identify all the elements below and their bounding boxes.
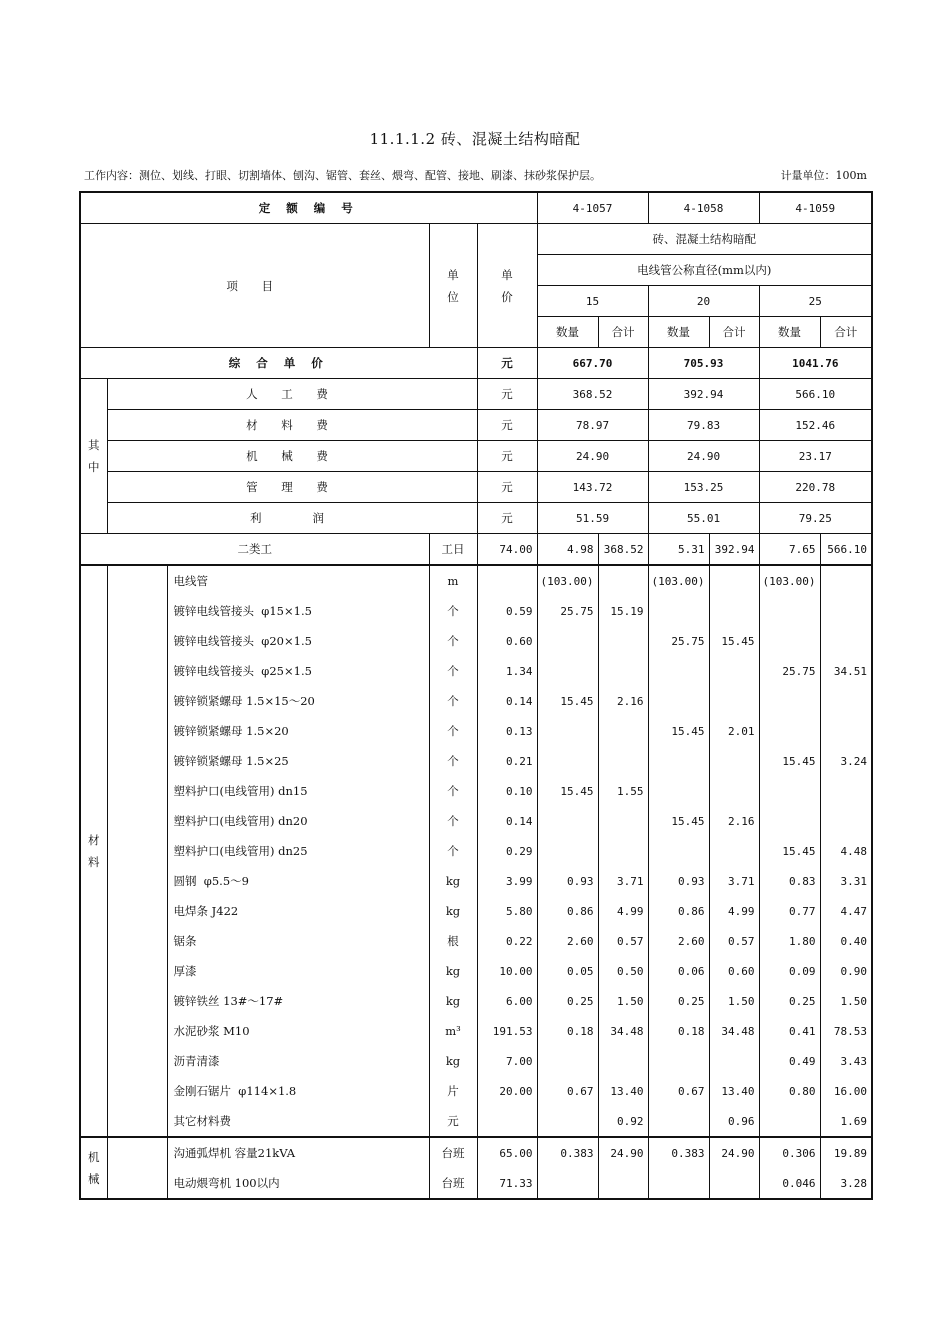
price-header: 单 价 xyxy=(477,224,537,348)
resource-unit: m³ xyxy=(429,1016,477,1046)
resource-cell xyxy=(537,656,598,686)
resource-cell xyxy=(759,596,820,626)
resource-cell: (103.00) xyxy=(648,565,709,596)
resource-unit: kg xyxy=(429,1046,477,1076)
resource-cell: 15.19 xyxy=(598,596,648,626)
resource-cell: 3.31 xyxy=(820,866,872,896)
resource-cell xyxy=(759,806,820,836)
labor-cell: 7.65 xyxy=(759,534,820,566)
item-header: 项 目 xyxy=(80,224,429,348)
resource-cell: 15.45 xyxy=(537,686,598,716)
materials-row xyxy=(80,746,872,776)
resource-cell xyxy=(820,626,872,656)
resource-cell: 0.60 xyxy=(709,956,759,986)
labor-cell: 392.94 xyxy=(709,534,759,566)
machinery-row xyxy=(80,1137,872,1168)
summary-value: 667.70 xyxy=(537,348,648,379)
qizhong-label: 其 中 xyxy=(80,379,107,534)
resource-cell: 2.01 xyxy=(709,716,759,746)
resource-cell: 0.96 xyxy=(709,1106,759,1137)
fee-value: 153.25 xyxy=(648,472,759,503)
resource-price: 65.00 xyxy=(477,1137,537,1168)
resource-cell: 1.50 xyxy=(598,986,648,1016)
resource-cell xyxy=(537,836,598,866)
resource-cell: 0.86 xyxy=(648,896,709,926)
resource-cell xyxy=(648,596,709,626)
materials-row xyxy=(80,565,872,596)
resource-cell xyxy=(820,565,872,596)
fee-name: 利 润 xyxy=(107,503,477,534)
labor-cell: 5.31 xyxy=(648,534,709,566)
qty-label: 数量 xyxy=(759,317,820,348)
resource-cell: 15.45 xyxy=(759,836,820,866)
resource-name: 锯条 xyxy=(167,926,429,956)
resource-name: 塑料护口(电线管用) dn20 xyxy=(167,806,429,836)
resource-cell: 0.383 xyxy=(648,1137,709,1168)
resource-unit: kg xyxy=(429,896,477,926)
resource-price: 7.00 xyxy=(477,1046,537,1076)
resource-cell: 24.90 xyxy=(598,1137,648,1168)
sum-label: 合计 xyxy=(709,317,759,348)
resource-cell: 1.69 xyxy=(820,1106,872,1137)
resource-name: 镀锌电线管接头 φ25×1.5 xyxy=(167,656,429,686)
resource-cell: 1.50 xyxy=(820,986,872,1016)
resource-cell xyxy=(598,746,648,776)
resource-name: 镀锌锁紧螺母 1.5×15～20 xyxy=(167,686,429,716)
resource-cell: (103.00) xyxy=(759,565,820,596)
resource-cell: 15.45 xyxy=(648,806,709,836)
materials-row xyxy=(80,776,872,806)
resource-unit: 个 xyxy=(429,746,477,776)
resource-cell xyxy=(537,806,598,836)
qizhong-row xyxy=(80,410,872,441)
resource-cell xyxy=(598,716,648,746)
resource-cell xyxy=(648,746,709,776)
resource-cell: 0.83 xyxy=(759,866,820,896)
qty-label: 数量 xyxy=(648,317,709,348)
resource-cell: 0.67 xyxy=(537,1076,598,1106)
summary-row xyxy=(80,348,872,379)
quota-table xyxy=(79,191,873,1200)
materials-row xyxy=(80,806,872,836)
resource-cell xyxy=(709,1046,759,1076)
resource-cell: 0.67 xyxy=(648,1076,709,1106)
fee-value: 79.25 xyxy=(759,503,872,534)
resource-unit: 台班 xyxy=(429,1137,477,1168)
resource-unit: 个 xyxy=(429,716,477,746)
fee-value: 152.46 xyxy=(759,410,872,441)
fee-value: 51.59 xyxy=(537,503,648,534)
materials-row xyxy=(80,926,872,956)
work-content: 工作内容：测位、划线、打眼、切割墙体、刨沟、锯管、套丝、煨弯、配管、接地、刷漆、抹砂浆保护层。 xyxy=(84,169,601,182)
resource-cell: 24.90 xyxy=(709,1137,759,1168)
code-label: 定 额 编 号 xyxy=(80,192,537,224)
resource-cell: 1.55 xyxy=(598,776,648,806)
resource-cell xyxy=(820,596,872,626)
resource-name: 水泥砂浆 M10 xyxy=(167,1016,429,1046)
resource-price: 0.29 xyxy=(477,836,537,866)
materials-label: 材 料 xyxy=(80,565,107,1137)
resource-cell: 0.41 xyxy=(759,1016,820,1046)
fee-value: 24.90 xyxy=(537,441,648,472)
resource-cell xyxy=(820,716,872,746)
resource-price: 71.33 xyxy=(477,1168,537,1199)
resource-cell: 2.60 xyxy=(537,926,598,956)
labor-price: 74.00 xyxy=(477,534,537,566)
materials-row xyxy=(80,956,872,986)
resource-unit: 台班 xyxy=(429,1168,477,1199)
resource-cell: 0.86 xyxy=(537,896,598,926)
resource-cell: 3.24 xyxy=(820,746,872,776)
resource-cell: 0.80 xyxy=(759,1076,820,1106)
qizhong-row xyxy=(80,472,872,503)
resource-cell: 4.99 xyxy=(598,896,648,926)
resource-cell: 0.77 xyxy=(759,896,820,926)
resource-price xyxy=(477,1106,537,1137)
resource-cell: 0.50 xyxy=(598,956,648,986)
resource-name: 镀锌锁紧螺母 1.5×25 xyxy=(167,746,429,776)
resource-cell xyxy=(598,565,648,596)
fee-value: 23.17 xyxy=(759,441,872,472)
resource-cell xyxy=(537,716,598,746)
labor-cell: 4.98 xyxy=(537,534,598,566)
resource-cell: 0.92 xyxy=(598,1106,648,1137)
page-title: 11.1.1.2 砖、混凝土结构暗配 xyxy=(369,130,581,148)
qizhong-row xyxy=(80,379,872,410)
resource-cell: 1.80 xyxy=(759,926,820,956)
code-2: 4-1058 xyxy=(648,192,759,224)
resource-cell: 2.16 xyxy=(598,686,648,716)
resource-cell: 3.71 xyxy=(598,866,648,896)
qty-label: 数量 xyxy=(537,317,598,348)
labor-cell: 566.10 xyxy=(820,534,872,566)
resource-cell xyxy=(759,686,820,716)
resource-cell xyxy=(537,746,598,776)
resource-cell: 0.046 xyxy=(759,1168,820,1199)
resource-cell: 3.43 xyxy=(820,1046,872,1076)
resource-price: 0.14 xyxy=(477,686,537,716)
fee-unit: 元 xyxy=(477,472,537,503)
resource-name: 镀锌电线管接头 φ20×1.5 xyxy=(167,626,429,656)
resource-cell: 78.53 xyxy=(820,1016,872,1046)
fee-value: 368.52 xyxy=(537,379,648,410)
materials-row xyxy=(80,686,872,716)
resource-cell: 15.45 xyxy=(537,776,598,806)
resource-cell: 15.45 xyxy=(709,626,759,656)
resource-cell: 25.75 xyxy=(537,596,598,626)
resource-price: 20.00 xyxy=(477,1076,537,1106)
materials-row xyxy=(80,866,872,896)
labor-row xyxy=(80,534,872,566)
resource-cell xyxy=(648,776,709,806)
resource-cell xyxy=(759,776,820,806)
resource-name: 电线管 xyxy=(167,565,429,596)
resource-price xyxy=(477,565,537,596)
resource-cell xyxy=(759,1106,820,1137)
resource-cell: 0.25 xyxy=(759,986,820,1016)
fee-name: 机 械 费 xyxy=(107,441,477,472)
resource-cell xyxy=(598,656,648,686)
resource-cell xyxy=(709,596,759,626)
unit-note: 计量单位：100m xyxy=(780,169,867,182)
resource-cell: 0.25 xyxy=(648,986,709,1016)
resource-cell: 0.93 xyxy=(537,866,598,896)
resource-cell: 0.25 xyxy=(537,986,598,1016)
resource-unit: 个 xyxy=(429,656,477,686)
resource-cell: 13.40 xyxy=(598,1076,648,1106)
resource-cell: 16.00 xyxy=(820,1076,872,1106)
resource-unit: 个 xyxy=(429,836,477,866)
resource-cell: 0.57 xyxy=(709,926,759,956)
resource-price: 0.10 xyxy=(477,776,537,806)
resource-cell xyxy=(598,1046,648,1076)
resource-cell: (103.00) xyxy=(537,565,598,596)
resource-cell: 34.51 xyxy=(820,656,872,686)
materials-row xyxy=(80,1016,872,1046)
materials-row xyxy=(80,1046,872,1076)
resource-cell xyxy=(648,656,709,686)
resource-cell xyxy=(648,686,709,716)
resource-cell: 25.75 xyxy=(648,626,709,656)
fee-value: 392.94 xyxy=(648,379,759,410)
resource-cell xyxy=(709,836,759,866)
resource-cell xyxy=(709,565,759,596)
resource-unit: 个 xyxy=(429,596,477,626)
resource-unit: 个 xyxy=(429,776,477,806)
materials-row xyxy=(80,656,872,686)
resource-price: 3.99 xyxy=(477,866,537,896)
labor-cell: 368.52 xyxy=(598,534,648,566)
resource-cell xyxy=(537,626,598,656)
resource-name: 镀锌锁紧螺母 1.5×20 xyxy=(167,716,429,746)
resource-cell: 3.28 xyxy=(820,1168,872,1199)
resource-cell xyxy=(820,806,872,836)
resource-cell: 2.60 xyxy=(648,926,709,956)
resource-cell: 0.05 xyxy=(537,956,598,986)
code-1: 4-1057 xyxy=(537,192,648,224)
fee-name: 人 工 费 xyxy=(107,379,477,410)
materials-row xyxy=(80,716,872,746)
resource-name: 其它材料费 xyxy=(167,1106,429,1137)
resource-cell xyxy=(648,1046,709,1076)
resource-name: 镀锌电线管接头 φ15×1.5 xyxy=(167,596,429,626)
resource-cell: 1.50 xyxy=(709,986,759,1016)
resource-cell: 0.93 xyxy=(648,866,709,896)
resource-cell: 25.75 xyxy=(759,656,820,686)
resource-name: 镀锌铁丝 13#～17# xyxy=(167,986,429,1016)
blank-cell xyxy=(107,1137,167,1199)
resource-cell xyxy=(537,1106,598,1137)
fee-value: 78.97 xyxy=(537,410,648,441)
fee-name: 管 理 费 xyxy=(107,472,477,503)
resource-cell xyxy=(709,1168,759,1199)
fee-value: 143.72 xyxy=(537,472,648,503)
resource-name: 圆钢 φ5.5～9 xyxy=(167,866,429,896)
resource-cell xyxy=(598,626,648,656)
resource-cell xyxy=(648,836,709,866)
resource-cell xyxy=(598,806,648,836)
resource-name: 沟通弧焊机 容量21kVA xyxy=(167,1137,429,1168)
qizhong-row xyxy=(80,441,872,472)
code-3: 4-1059 xyxy=(759,192,872,224)
resource-cell: 0.49 xyxy=(759,1046,820,1076)
resource-cell xyxy=(709,656,759,686)
resource-unit: kg xyxy=(429,866,477,896)
fee-unit: 元 xyxy=(477,379,537,410)
resource-cell: 0.90 xyxy=(820,956,872,986)
resource-cell xyxy=(820,686,872,716)
resource-cell: 0.06 xyxy=(648,956,709,986)
diameter-15: 15 xyxy=(537,286,648,317)
resource-price: 10.00 xyxy=(477,956,537,986)
resource-unit: kg xyxy=(429,956,477,986)
summary-unit: 元 xyxy=(477,348,537,379)
resource-price: 0.59 xyxy=(477,596,537,626)
resource-unit: kg xyxy=(429,986,477,1016)
materials-row xyxy=(80,836,872,866)
resource-unit: 根 xyxy=(429,926,477,956)
summary-label: 综 合 单 价 xyxy=(80,348,477,379)
resource-cell xyxy=(759,716,820,746)
resource-unit: 片 xyxy=(429,1076,477,1106)
summary-value: 1041.76 xyxy=(759,348,872,379)
resource-name: 金刚石锯片 φ114×1.8 xyxy=(167,1076,429,1106)
resource-cell: 0.306 xyxy=(759,1137,820,1168)
resource-cell xyxy=(759,626,820,656)
fee-name: 材 料 费 xyxy=(107,410,477,441)
resource-cell xyxy=(598,836,648,866)
resource-cell: 4.48 xyxy=(820,836,872,866)
resource-name: 电动煨弯机 100以内 xyxy=(167,1168,429,1199)
resource-price: 0.60 xyxy=(477,626,537,656)
resource-cell xyxy=(820,776,872,806)
resource-cell xyxy=(537,1168,598,1199)
resource-cell: 4.99 xyxy=(709,896,759,926)
qizhong-row xyxy=(80,503,872,534)
materials-row xyxy=(80,1076,872,1106)
resource-cell: 0.18 xyxy=(537,1016,598,1046)
fee-value: 55.01 xyxy=(648,503,759,534)
resource-cell: 3.71 xyxy=(709,866,759,896)
sum-label: 合计 xyxy=(598,317,648,348)
materials-row xyxy=(80,626,872,656)
resource-unit: 元 xyxy=(429,1106,477,1137)
materials-row xyxy=(80,596,872,626)
resource-price: 0.14 xyxy=(477,806,537,836)
resource-cell: 34.48 xyxy=(709,1016,759,1046)
resource-name: 厚漆 xyxy=(167,956,429,986)
summary-value: 705.93 xyxy=(648,348,759,379)
resource-cell: 0.09 xyxy=(759,956,820,986)
resource-name: 电焊条 J422 xyxy=(167,896,429,926)
resource-cell: 15.45 xyxy=(759,746,820,776)
resource-cell: 0.57 xyxy=(598,926,648,956)
resource-cell: 4.47 xyxy=(820,896,872,926)
diameter-25: 25 xyxy=(759,286,872,317)
fee-unit: 元 xyxy=(477,441,537,472)
resource-cell xyxy=(709,776,759,806)
resource-cell xyxy=(648,1168,709,1199)
fee-value: 24.90 xyxy=(648,441,759,472)
fee-value: 79.83 xyxy=(648,410,759,441)
row-code xyxy=(80,192,872,224)
resource-cell: 13.40 xyxy=(709,1076,759,1106)
resource-cell xyxy=(709,686,759,716)
resource-name: 塑料护口(电线管用) dn25 xyxy=(167,836,429,866)
resource-cell: 34.48 xyxy=(598,1016,648,1046)
resource-cell: 19.89 xyxy=(820,1137,872,1168)
resource-cell: 0.18 xyxy=(648,1016,709,1046)
resource-cell: 2.16 xyxy=(709,806,759,836)
resource-unit: 个 xyxy=(429,626,477,656)
sub-title: 电线管公称直径(mm以内) xyxy=(537,255,872,286)
fee-unit: 元 xyxy=(477,410,537,441)
fee-value: 566.10 xyxy=(759,379,872,410)
materials-row xyxy=(80,986,872,1016)
resource-price: 0.13 xyxy=(477,716,537,746)
resource-price: 5.80 xyxy=(477,896,537,926)
blank-cell xyxy=(107,565,167,1137)
resource-name: 塑料护口(电线管用) dn15 xyxy=(167,776,429,806)
resource-price: 1.34 xyxy=(477,656,537,686)
diameter-20: 20 xyxy=(648,286,759,317)
resource-cell: 0.383 xyxy=(537,1137,598,1168)
machinery-label: 机 械 xyxy=(80,1137,107,1199)
group-title: 砖、混凝土结构暗配 xyxy=(537,224,872,255)
resource-unit: 个 xyxy=(429,686,477,716)
unit-header: 单 位 xyxy=(429,224,477,348)
resource-name: 沥青清漆 xyxy=(167,1046,429,1076)
resource-price: 0.22 xyxy=(477,926,537,956)
materials-row xyxy=(80,896,872,926)
resource-price: 6.00 xyxy=(477,986,537,1016)
resource-cell: 15.45 xyxy=(648,716,709,746)
labor-name: 二类工 xyxy=(80,534,429,566)
materials-row xyxy=(80,1106,872,1137)
resource-cell xyxy=(709,746,759,776)
resource-price: 191.53 xyxy=(477,1016,537,1046)
resource-unit: 个 xyxy=(429,806,477,836)
resource-price: 0.21 xyxy=(477,746,537,776)
fee-unit: 元 xyxy=(477,503,537,534)
labor-unit: 工日 xyxy=(429,534,477,566)
resource-cell xyxy=(648,1106,709,1137)
machinery-row xyxy=(80,1168,872,1199)
resource-cell xyxy=(537,1046,598,1076)
fee-value: 220.78 xyxy=(759,472,872,503)
resource-unit: m xyxy=(429,565,477,596)
resource-cell: 0.40 xyxy=(820,926,872,956)
sum-label: 合计 xyxy=(820,317,872,348)
resource-cell xyxy=(598,1168,648,1199)
